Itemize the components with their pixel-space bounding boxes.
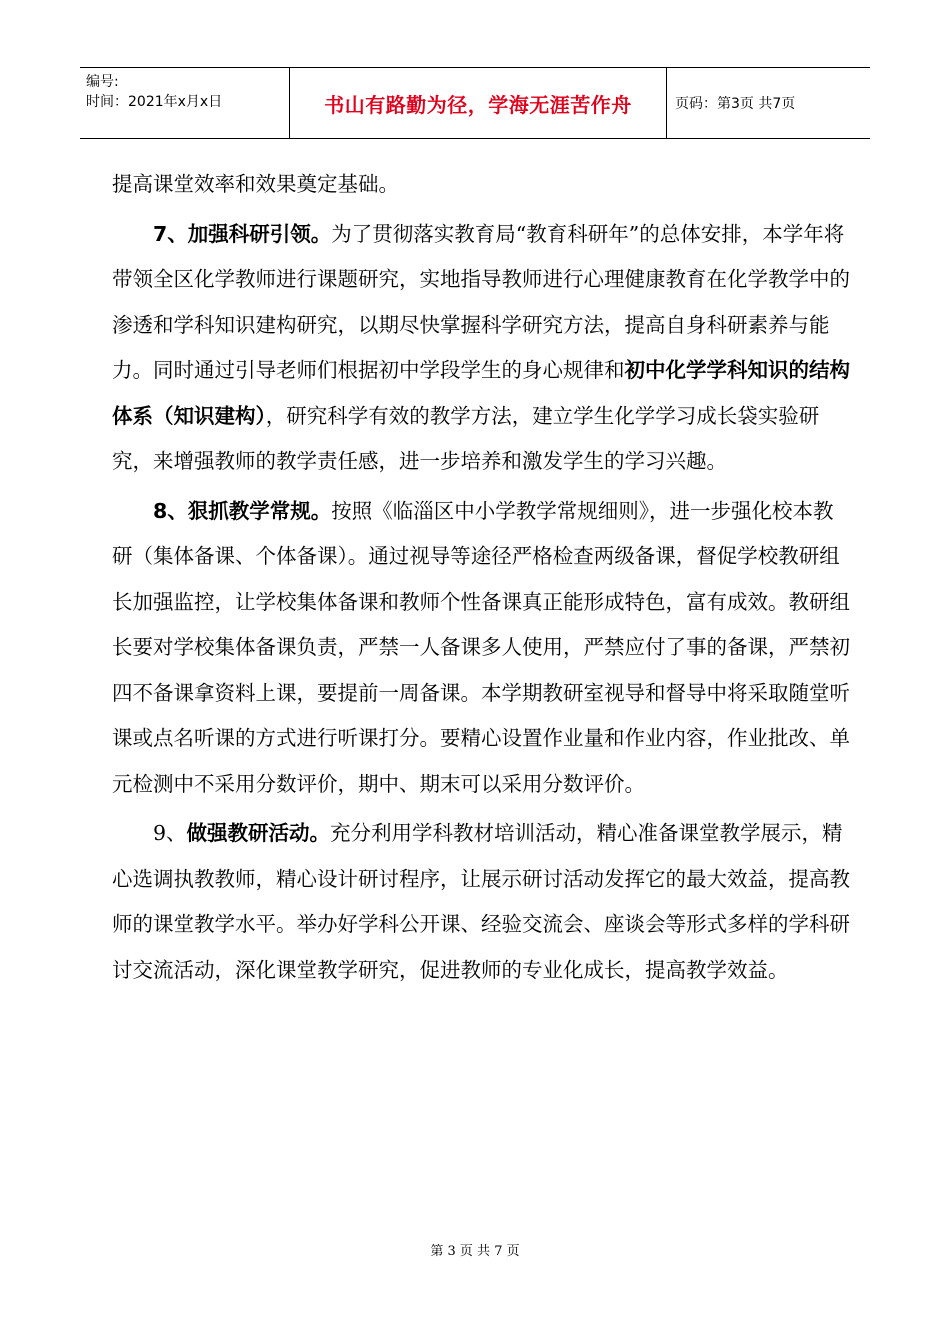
activities-text: 充分利用学科教材培训活动，精心准备课堂教学展示，精心选调执教教师，精心设计研讨程序，让展示研讨活动发挥它的最大效益，提高教师的课堂教学水平。举办好学科公开课、经验交流会、座谈会等形式多样的学科研讨交流活动，深化课堂教学研究，促进教师的专业化成长，提高教学效益。 xyxy=(112,821,850,982)
page-footer xyxy=(0,1240,950,1259)
header-motto-cell xyxy=(290,68,667,138)
paragraph-research xyxy=(112,212,852,485)
research-text-b: ，研究科学有效的教学方法，建立学生化学学习成长袋实验研究，来增强教师的教学责任感，进一步培养和激发学生的学习兴趣。 xyxy=(112,403,820,473)
paragraph-continuation xyxy=(112,162,852,208)
research-heading: 7、加强科研引领。 xyxy=(153,221,332,246)
routine-heading: 8、狠抓教学常规。 xyxy=(153,498,332,523)
header-page-label: 页码：第3页 共7页 xyxy=(675,96,796,112)
research-bold-phrase: 初中化学学科知识的结构体系（知识建构） xyxy=(112,358,850,428)
activities-number: 9、 xyxy=(153,821,187,845)
document-body xyxy=(112,162,852,993)
header-meta xyxy=(80,68,290,138)
footer-page-number: 第 3 页 共 7 页 xyxy=(430,1244,520,1259)
research-text-a: 为了贯彻落实教育局“教育科研年”的总体安排，本学年将带领全区化学教师进行课题研究，实地指导教师进行心理健康教育在化学教学中的渗透和学科知识建构研究，以期尽快掌握科学研究方法，提高自身科研素养与能力。同时通过引导老师们根据初中学段学生的身心规律和 xyxy=(112,221,850,382)
page-header xyxy=(80,67,870,139)
activities-heading: 做强教研活动。 xyxy=(186,821,331,845)
paragraph-routine xyxy=(112,489,852,808)
routine-text: 按照《临淄区中小学教学常规细则》，进一步强化校本教研（集体备课、个体备课）。通过视导等途径严格检查两级备课，督促学校教研组长加强监控，让学校集体备课和教师个性备课真正能形成特色，富有成效。教研组长要对学校集体备课负责，严禁一人备课多人使用，严禁应付了事的备课，严禁初四不备课拿资料上课，要提前一周备课。本学期教研室视导和督导中将采取随堂听课或点名听课的方式进行听课打分。要精心设置作业量和作业内容，作业批改、单元检测中不采用分数评价，期中、期末可以采用分数评价。 xyxy=(112,498,850,796)
document-number-label: 编号: xyxy=(86,74,119,90)
paragraph-activities xyxy=(112,811,852,993)
continuation-text: 提高课堂效率和效果奠定基础。 xyxy=(112,172,399,196)
header-page-cell xyxy=(667,68,870,138)
document-time-label: 时间：2021年x月x日 xyxy=(86,94,223,110)
header-motto: 书山有路勤为径，学海无涯苦作舟 xyxy=(324,92,632,117)
